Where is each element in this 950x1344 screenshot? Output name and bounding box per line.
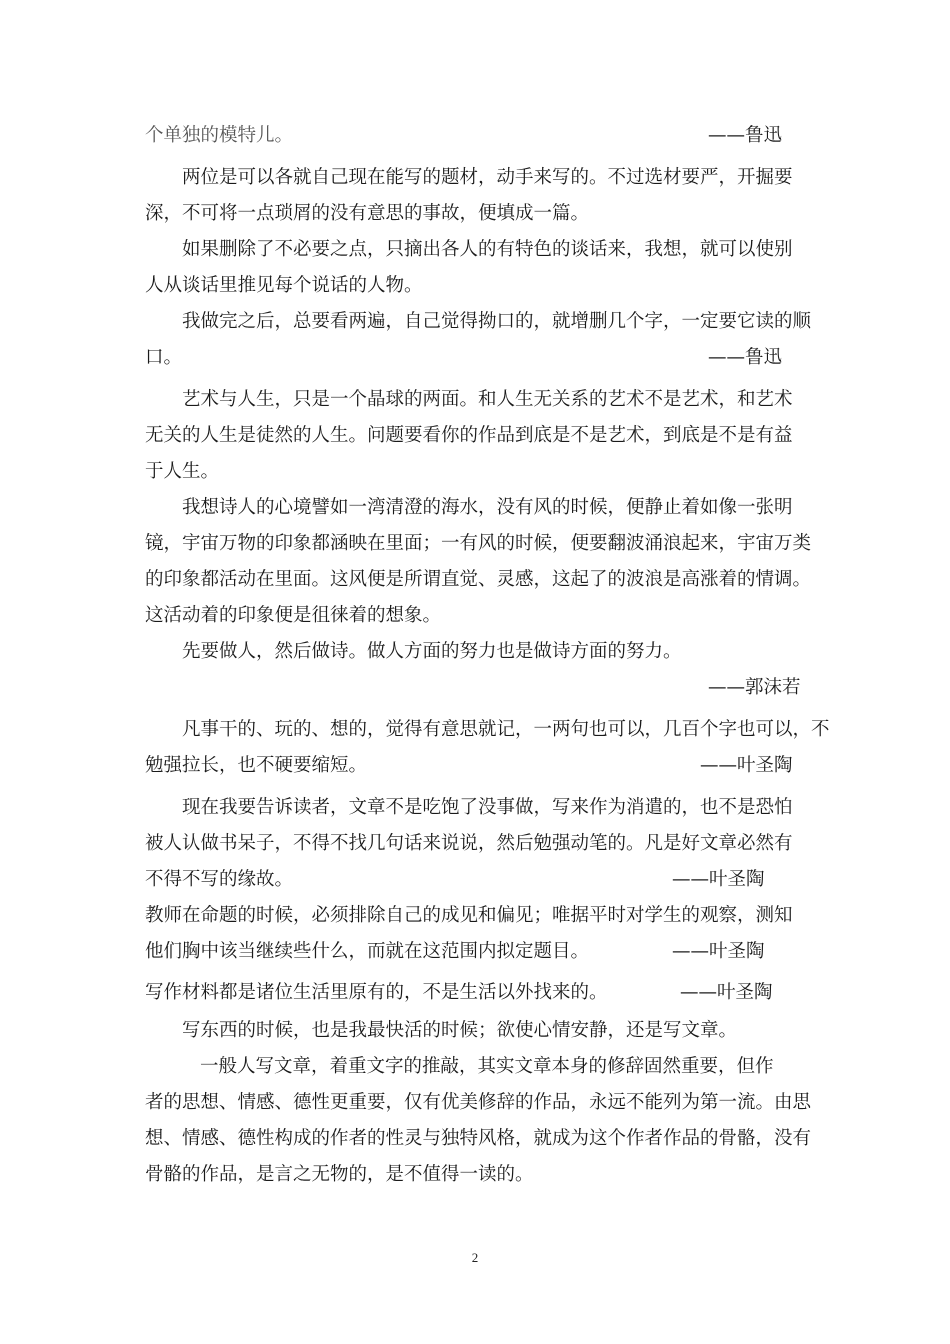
text-line: 艺术与人生，只是一个晶球的两面。和人生无关系的艺术不是艺术，和艺术 <box>182 389 793 410</box>
text-line: 不得不写的缘故。 <box>145 869 294 890</box>
text-line: 我做完之后，总要看两遍，自己觉得拗口的，就增删几个字，一定要它读的顺 <box>182 311 812 332</box>
text-line: 于人生。 <box>145 461 220 482</box>
text-line: 写作材料都是诸位生活里原有的，不是生活以外找来的。 <box>145 982 608 1003</box>
attribution: ——郭沫若 <box>708 677 801 698</box>
text-line: 写东西的时候，也是我最快活的时候；欲使心情安静，还是写文章。 <box>182 1020 738 1041</box>
text-line: 我想诗人的心境譬如一湾清澄的海水，没有风的时候，便静止着如像一张明 <box>182 497 793 518</box>
attribution: ——叶圣陶 <box>680 982 773 1003</box>
text-line: 想、情感、德性构成的作者的性灵与独特风格，就成为这个作者作品的骨骼，没有 <box>145 1128 812 1149</box>
text-line: 先要做人，然后做诗。做人方面的努力也是做诗方面的努力。 <box>182 641 682 662</box>
text-line: 凡事干的、玩的、想的，觉得有意思就记，一两句也可以，几百个字也可以，不 <box>182 719 830 740</box>
text-line: 如果删除了不必要之点，只摘出各人的有特色的谈话来，我想，就可以使别 <box>182 239 793 260</box>
text-line: 现在我要告诉读者，文章不是吃饱了没事做，写来作为消遣的，也不是恐怕 <box>182 797 793 818</box>
text-line: 镜，宇宙万物的印象都涵映在里面；一有风的时候，便要翻波涌浪起来，宇宙万类 <box>145 533 812 554</box>
attribution: ——叶圣陶 <box>700 755 793 776</box>
attribution: ——鲁迅 <box>708 347 783 368</box>
text-line: 这活动着的印象便是徂徕着的想象。 <box>145 605 442 626</box>
attribution: ——叶圣陶 <box>672 941 765 962</box>
text-line: 深，不可将一点琐屑的没有意思的事故，便填成一篇。 <box>145 203 590 224</box>
text-line: 的印象都活动在里面。这风便是所谓直觉、灵感，这起了的波浪是高涨着的情调。 <box>145 569 812 590</box>
text-line: 勉强拉长，也不硬要缩短。 <box>145 755 368 776</box>
attribution: ——叶圣陶 <box>672 869 765 890</box>
text-line: 两位是可以各就自己现在能写的题材，动手来写的。不过选材要严，开掘要 <box>182 167 793 188</box>
text-line: 他们胸中该当继续些什么，而就在这范围内拟定题目。 <box>145 941 590 962</box>
attribution: ——鲁迅 <box>708 125 783 146</box>
text-line: 个单独的模特儿。 <box>145 125 294 146</box>
text-line: 骨骼的作品，是言之无物的，是不值得一读的。 <box>145 1164 534 1185</box>
text-line: 人从谈话里推见每个说话的人物。 <box>145 275 423 296</box>
text-line: 教师在命题的时候，必须排除自己的成见和偏见；唯据平时对学生的观察，测知 <box>145 905 793 926</box>
text-line: 被人认做书呆子，不得不找几句话来说说，然后勉强动笔的。凡是好文章必然有 <box>145 833 793 854</box>
text-line: 口。 <box>145 347 183 368</box>
page-number: 2 <box>471 1250 479 1265</box>
text-line: 无关的人生是徒然的人生。问题要看你的作品到底是不是艺术，到底是不是有益 <box>145 425 793 446</box>
text-line: 一般人写文章，着重文字的推敲，其实文章本身的修辞固然重要，但作 <box>200 1056 774 1077</box>
text-line: 者的思想、情感、德性更重要，仅有优美修辞的作品，永远不能列为第一流。由思 <box>145 1092 812 1113</box>
